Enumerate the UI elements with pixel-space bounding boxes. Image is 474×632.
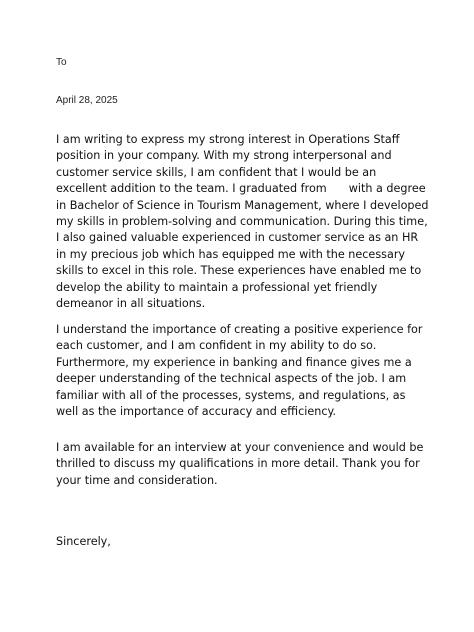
text-line: your time and consideration. — [56, 473, 218, 487]
text-line: I am available for an interview at your convenience and would be — [56, 441, 424, 454]
text-line: my skills in problem-solving and communication. During this time, — [56, 215, 428, 229]
text-line: thrilled to discuss my qualifications in more detail. Thank you for — [56, 457, 420, 471]
text-line: I also gained valuable experienced in customer service as an HR — [56, 231, 419, 245]
text-line: in my precious job which has equipped me with the necessary — [56, 247, 406, 261]
letter-date: April 28, 2025 — [56, 95, 118, 106]
paragraph-availability — [56, 440, 456, 489]
text-segment: with a degree — [348, 182, 426, 196]
text-segment: excellent addition to the team. I graduated from — [56, 182, 327, 196]
text-line: develop the ability to maintain a professional yet friendly — [56, 280, 378, 294]
text-line: I am writing to express my strong interest in Operations Staff — [56, 133, 400, 146]
paragraph-experience — [56, 322, 456, 420]
text-line: I understand the importance of creating a positive experience for — [56, 323, 423, 336]
text-line: each customer, and I am confident in my ability to do so. — [56, 339, 377, 353]
closing-salutation: Sincerely, — [56, 535, 111, 548]
paragraph-interest — [56, 132, 456, 312]
recipient-label: To — [56, 57, 67, 68]
text-line: well as the importance of accuracy and efficiency. — [56, 405, 337, 419]
text-line: position in your company. With my strong interpersonal and — [56, 149, 392, 163]
text-line: deeper understanding of the technical aspects of the job. I am — [56, 372, 407, 386]
text-line — [56, 181, 456, 197]
text-line: Furthermore, my experience in banking and finance gives me a — [56, 355, 412, 369]
text-line: demeanor in all situations. — [56, 297, 206, 311]
text-line: in Bachelor of Science in Tourism Management, where I developed — [56, 198, 429, 212]
text-line: familiar with all of the processes, systems, and regulations, as — [56, 388, 406, 402]
text-line: customer service skills, I am confident that I would be an — [56, 165, 377, 179]
text-line: skills to excel in this role. These experiences have enabled me to — [56, 264, 422, 278]
